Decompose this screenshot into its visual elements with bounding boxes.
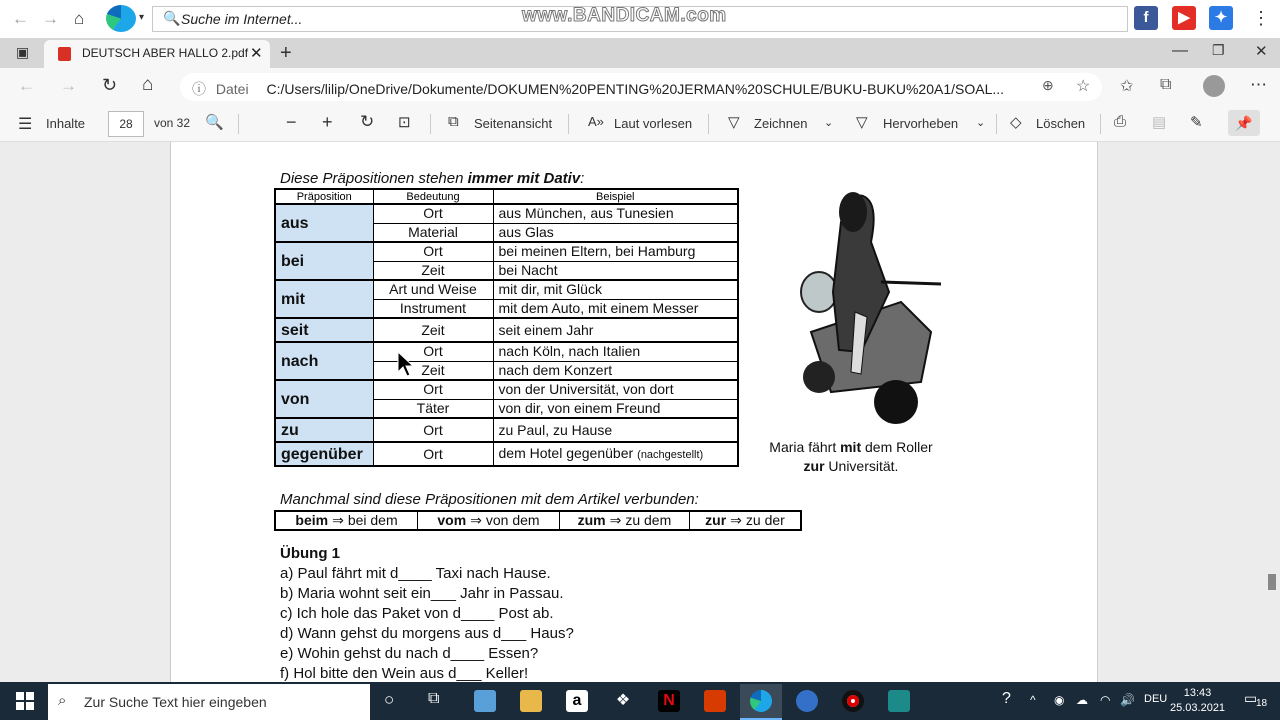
office-icon[interactable] [704,690,726,712]
draw-icon[interactable]: ▽ [728,114,740,131]
full-form: von dem [485,512,540,528]
pdf-icon [58,47,71,61]
preposition-cell: zu [275,418,373,442]
example-cell [493,342,738,361]
example-cell [493,299,738,318]
new-tab-icon[interactable]: + [280,42,292,64]
back-icon[interactable]: ← [18,76,35,95]
scooter-illustration [771,182,951,442]
exercise-item: e) Wohin gehst du nach d____ Essen? [280,645,539,662]
example-text: bei meinen Eltern, bei Hamburg [498,243,696,260]
mouse-cursor-icon [397,351,415,377]
example-text: aus München, aus Tunesien [498,205,674,222]
notification-count: 18 [1256,698,1268,709]
fit-page-icon[interactable]: ⊡ [398,114,411,131]
bandicam-taskbar-icon[interactable] [888,690,910,712]
tab-actions-icon[interactable]: ▣ [16,44,30,60]
address-url: C:/Users/lilip/OneDrive/Dokumente/DOKUMEN%20PENTING%20JERMAN%20SCHULE/BUKU-BUKU%20A1/SOAL... [266,81,1005,97]
print-icon[interactable]: ⎙ [1114,113,1127,130]
heading-text: Diese Präpositionen stehen [280,170,468,187]
exercise-item: b) Maria wohnt seit ein___ Jahr in Passau. [280,585,564,602]
amazon-icon[interactable]: a [566,690,588,712]
wifi-icon[interactable]: ◠ [1100,693,1111,707]
settings-menu-icon[interactable]: ⋯ [1250,75,1267,94]
preposition-cell: aus [275,204,373,242]
article-cell [559,511,689,530]
image-caption [751,438,951,476]
exercise-item: c) Ich hole das Paket von d____ Post ab. [280,605,554,622]
draw-chevron-icon[interactable]: ⌄ [824,117,834,129]
arrow-icon: ⇒ [470,512,482,528]
netflix-icon[interactable]: N [658,690,680,712]
highlight-button[interactable]: Hervorheben [883,116,959,131]
meaning-cell: Ort [373,418,493,442]
page-count: von 32 [154,116,191,130]
divider [568,114,569,134]
facebook-icon[interactable]: f [1134,6,1158,30]
arrow-icon: ⇒ [730,512,742,528]
contraction: zur [705,512,727,528]
rotate-icon[interactable]: ↻ [360,112,375,131]
article-heading: Manchmal sind diese Präpositionen mit dem Artikel verbunden: [280,491,699,508]
meaning-cell: Material [373,223,493,242]
article-cell [689,511,801,530]
contraction: beim [295,512,329,528]
save-icon[interactable]: ▤ [1152,114,1167,131]
arrow-icon: ⇒ [332,512,344,528]
windows-start-icon[interactable] [16,692,34,710]
example-cell [493,280,738,299]
clock[interactable] [1170,686,1225,716]
tab-pdf[interactable] [44,40,270,68]
record-icon[interactable] [842,690,864,712]
edge-logo-icon[interactable] [106,5,136,32]
favorite-add-icon[interactable]: ☆ [1076,78,1091,95]
meaning-cell: Ort [373,380,493,399]
tray-chevron-icon[interactable]: ^ [1030,693,1036,707]
preposition-cell: gegenüber [275,442,373,466]
dropbox-icon[interactable]: ❖ [615,692,631,709]
exercise-block [280,545,574,682]
arrow-icon: ⇒ [609,512,622,528]
back-icon[interactable]: ← [12,9,29,28]
read-aloud-icon[interactable]: A» [588,114,604,129]
full-form: bei dem [347,512,398,528]
read-aloud-button[interactable]: Laut vorlesen [614,116,693,131]
highlight-icon[interactable]: ▽ [856,114,868,131]
pdf-page [170,142,1098,682]
example-cell [493,361,738,380]
example-text: aus Glas [498,223,554,240]
caption-bold: mit [840,439,862,455]
exercise-title: Übung 1 [280,545,340,562]
example-text: von dir, von einem Freund [498,399,661,416]
example-cell [493,418,738,442]
zoom-icon[interactable]: ⊕ [1042,77,1054,93]
store-icon[interactable] [474,690,496,712]
example-cell [493,380,738,399]
zoom-out-icon[interactable]: − [286,112,297,132]
example-text: zu Paul, zu Hause [498,421,613,438]
heading-end: : [580,170,585,187]
meaning-cell: Täter [373,399,493,418]
favorites-icon[interactable]: ✩ [1120,78,1134,95]
example-text: mit dem Auto, mit einem Messer [498,299,699,316]
contraction: zum [577,512,606,528]
language-indicator[interactable]: DEU [1144,693,1168,705]
minimize-icon[interactable]: — [1172,42,1188,59]
search-placeholder: Suche im Internet... [181,11,303,27]
article-cell [418,511,560,530]
col-header: Beispiel [493,189,738,204]
chevron-down-icon[interactable]: ▾ [139,12,145,23]
draw-button[interactable]: Zeichnen [754,116,808,131]
address-input[interactable] [180,73,1102,101]
caption-text: dem Roller [861,439,933,455]
meaning-cell: Instrument [373,299,493,318]
col-header: Präposition [275,189,373,204]
meaning-cell: Ort [373,242,493,261]
contraction: vom [437,512,467,528]
cortana-icon[interactable]: ○ [384,690,395,709]
file-explorer-icon[interactable] [520,690,542,712]
divider [1100,114,1101,134]
meaning-cell: Ort [373,342,493,361]
preposition-table [274,188,739,467]
games-icon[interactable]: ✦ [1209,6,1233,30]
exercise-item: f) Hol bitte den Wein aus d___ Keller! [280,665,529,682]
pdf-toolbar [0,104,1280,142]
clock-time: 13:43 [1183,687,1212,699]
divider [238,114,239,134]
avatar[interactable] [1203,75,1225,97]
search-icon: 🔍 [163,10,181,26]
full-form: zu dem [625,512,672,528]
tray-app-icon[interactable]: ◉ [1054,693,1065,707]
contents-button[interactable]: Inhalte [46,116,86,131]
app-icon[interactable] [796,690,818,712]
caption-bold: zur [803,458,825,474]
meaning-cell: Ort [373,204,493,223]
example-cell [493,242,738,261]
caption-text: Maria fährt [769,439,841,455]
youtube-icon[interactable]: ▶ [1172,6,1196,30]
example-text: mit dir, mit Glück [498,281,602,298]
pin-toolbar-icon[interactable]: 📌 [1228,110,1260,136]
meaning-cell: Ort [373,442,493,466]
clock-date: 25.03.2021 [1170,702,1226,714]
divider [996,114,997,134]
col-header: Bedeutung [373,189,493,204]
meaning-cell: Zeit [373,361,493,380]
divider [708,114,709,134]
taskbar-search-input[interactable] [48,684,370,720]
highlight-chevron-icon[interactable]: ⌄ [976,117,986,129]
restore-icon[interactable]: ❐ [1212,42,1225,58]
caption-text: Universität. [824,458,899,474]
example-note: (nachgestellt) [637,448,704,461]
example-text: von der Universität, von dort [498,381,674,398]
meaning-cell: Zeit [373,261,493,280]
notification-icon[interactable]: ▭ [1244,690,1258,706]
full-form: zu der [745,512,785,528]
contents-icon[interactable]: ☰ [18,116,33,133]
info-icon[interactable]: ⓘ [192,81,206,97]
scrollbar-thumb[interactable] [1268,574,1276,590]
help-icon[interactable]: ? [1002,690,1011,707]
close-icon[interactable]: ✕ [250,45,263,62]
example-text: dem Hotel gegenüber [498,444,634,461]
preposition-cell: bei [275,242,373,280]
exercise-item: d) Wann gehst du morgens aus d___ Haus? [280,625,574,642]
scrollbar[interactable] [1266,142,1280,682]
collections-icon[interactable]: ⧉ [1160,76,1172,93]
network-icon[interactable]: ☁ [1076,693,1088,707]
example-cell [493,399,738,418]
divider [430,114,431,134]
taskbar-search-placeholder: Zur Suche Text hier eingeben [84,694,267,710]
preposition-cell: von [275,380,373,418]
example-cell [493,318,738,342]
forward-icon[interactable]: → [60,76,77,95]
save-as-icon[interactable]: ✎ [1190,114,1203,131]
edge-taskbar-icon[interactable] [750,690,772,712]
search-icon: ⌕ [58,692,67,709]
example-text: seit einem Jahr [498,321,594,338]
example-cell [493,442,738,466]
page-view-button[interactable]: Seitenansicht [474,116,553,131]
article-table [274,510,802,531]
home-icon[interactable]: ⌂ [74,9,85,28]
tab-title: DEUTSCH ABER HALLO 2.pdf [82,46,249,60]
refresh-icon[interactable]: ↻ [102,75,118,95]
window-close-icon[interactable]: ✕ [1255,43,1268,60]
heading-bold: immer mit Dativ [467,170,581,187]
example-text: bei Nacht [498,261,558,278]
volume-icon[interactable]: 🔊 [1120,693,1135,707]
find-icon[interactable]: 🔍 [205,114,224,131]
forward-icon[interactable]: → [42,9,59,28]
page-number-input[interactable]: 28 [108,111,144,137]
example-text: nach Köln, nach Italien [498,343,641,360]
example-cell [493,204,738,223]
meaning-cell: Zeit [373,318,493,342]
home-icon[interactable]: ⌂ [142,74,154,95]
preposition-cell: mit [275,280,373,318]
menu-icon[interactable]: ⋮ [1252,8,1270,28]
erase-button[interactable]: Löschen [1036,116,1086,131]
page-view-icon[interactable]: ⧉ [448,113,459,130]
meaning-cell: Art und Weise [373,280,493,299]
exercise-item: a) Paul fährt mit d____ Taxi nach Hause. [280,565,551,582]
task-view-icon[interactable]: ⧉ [428,690,440,707]
bandicam-watermark: www.BANDICAM.com [522,5,727,26]
eraser-icon[interactable]: ◇ [1010,114,1022,131]
address-prefix: Datei [215,81,249,97]
example-cell [493,223,738,242]
example-cell [493,261,738,280]
zoom-in-icon[interactable]: + [322,112,333,132]
article-cell [275,511,418,530]
preposition-cell: nach [275,342,373,380]
example-text: nach dem Konzert [498,361,613,378]
dativ-heading [280,170,584,187]
preposition-cell: seit [275,318,373,342]
